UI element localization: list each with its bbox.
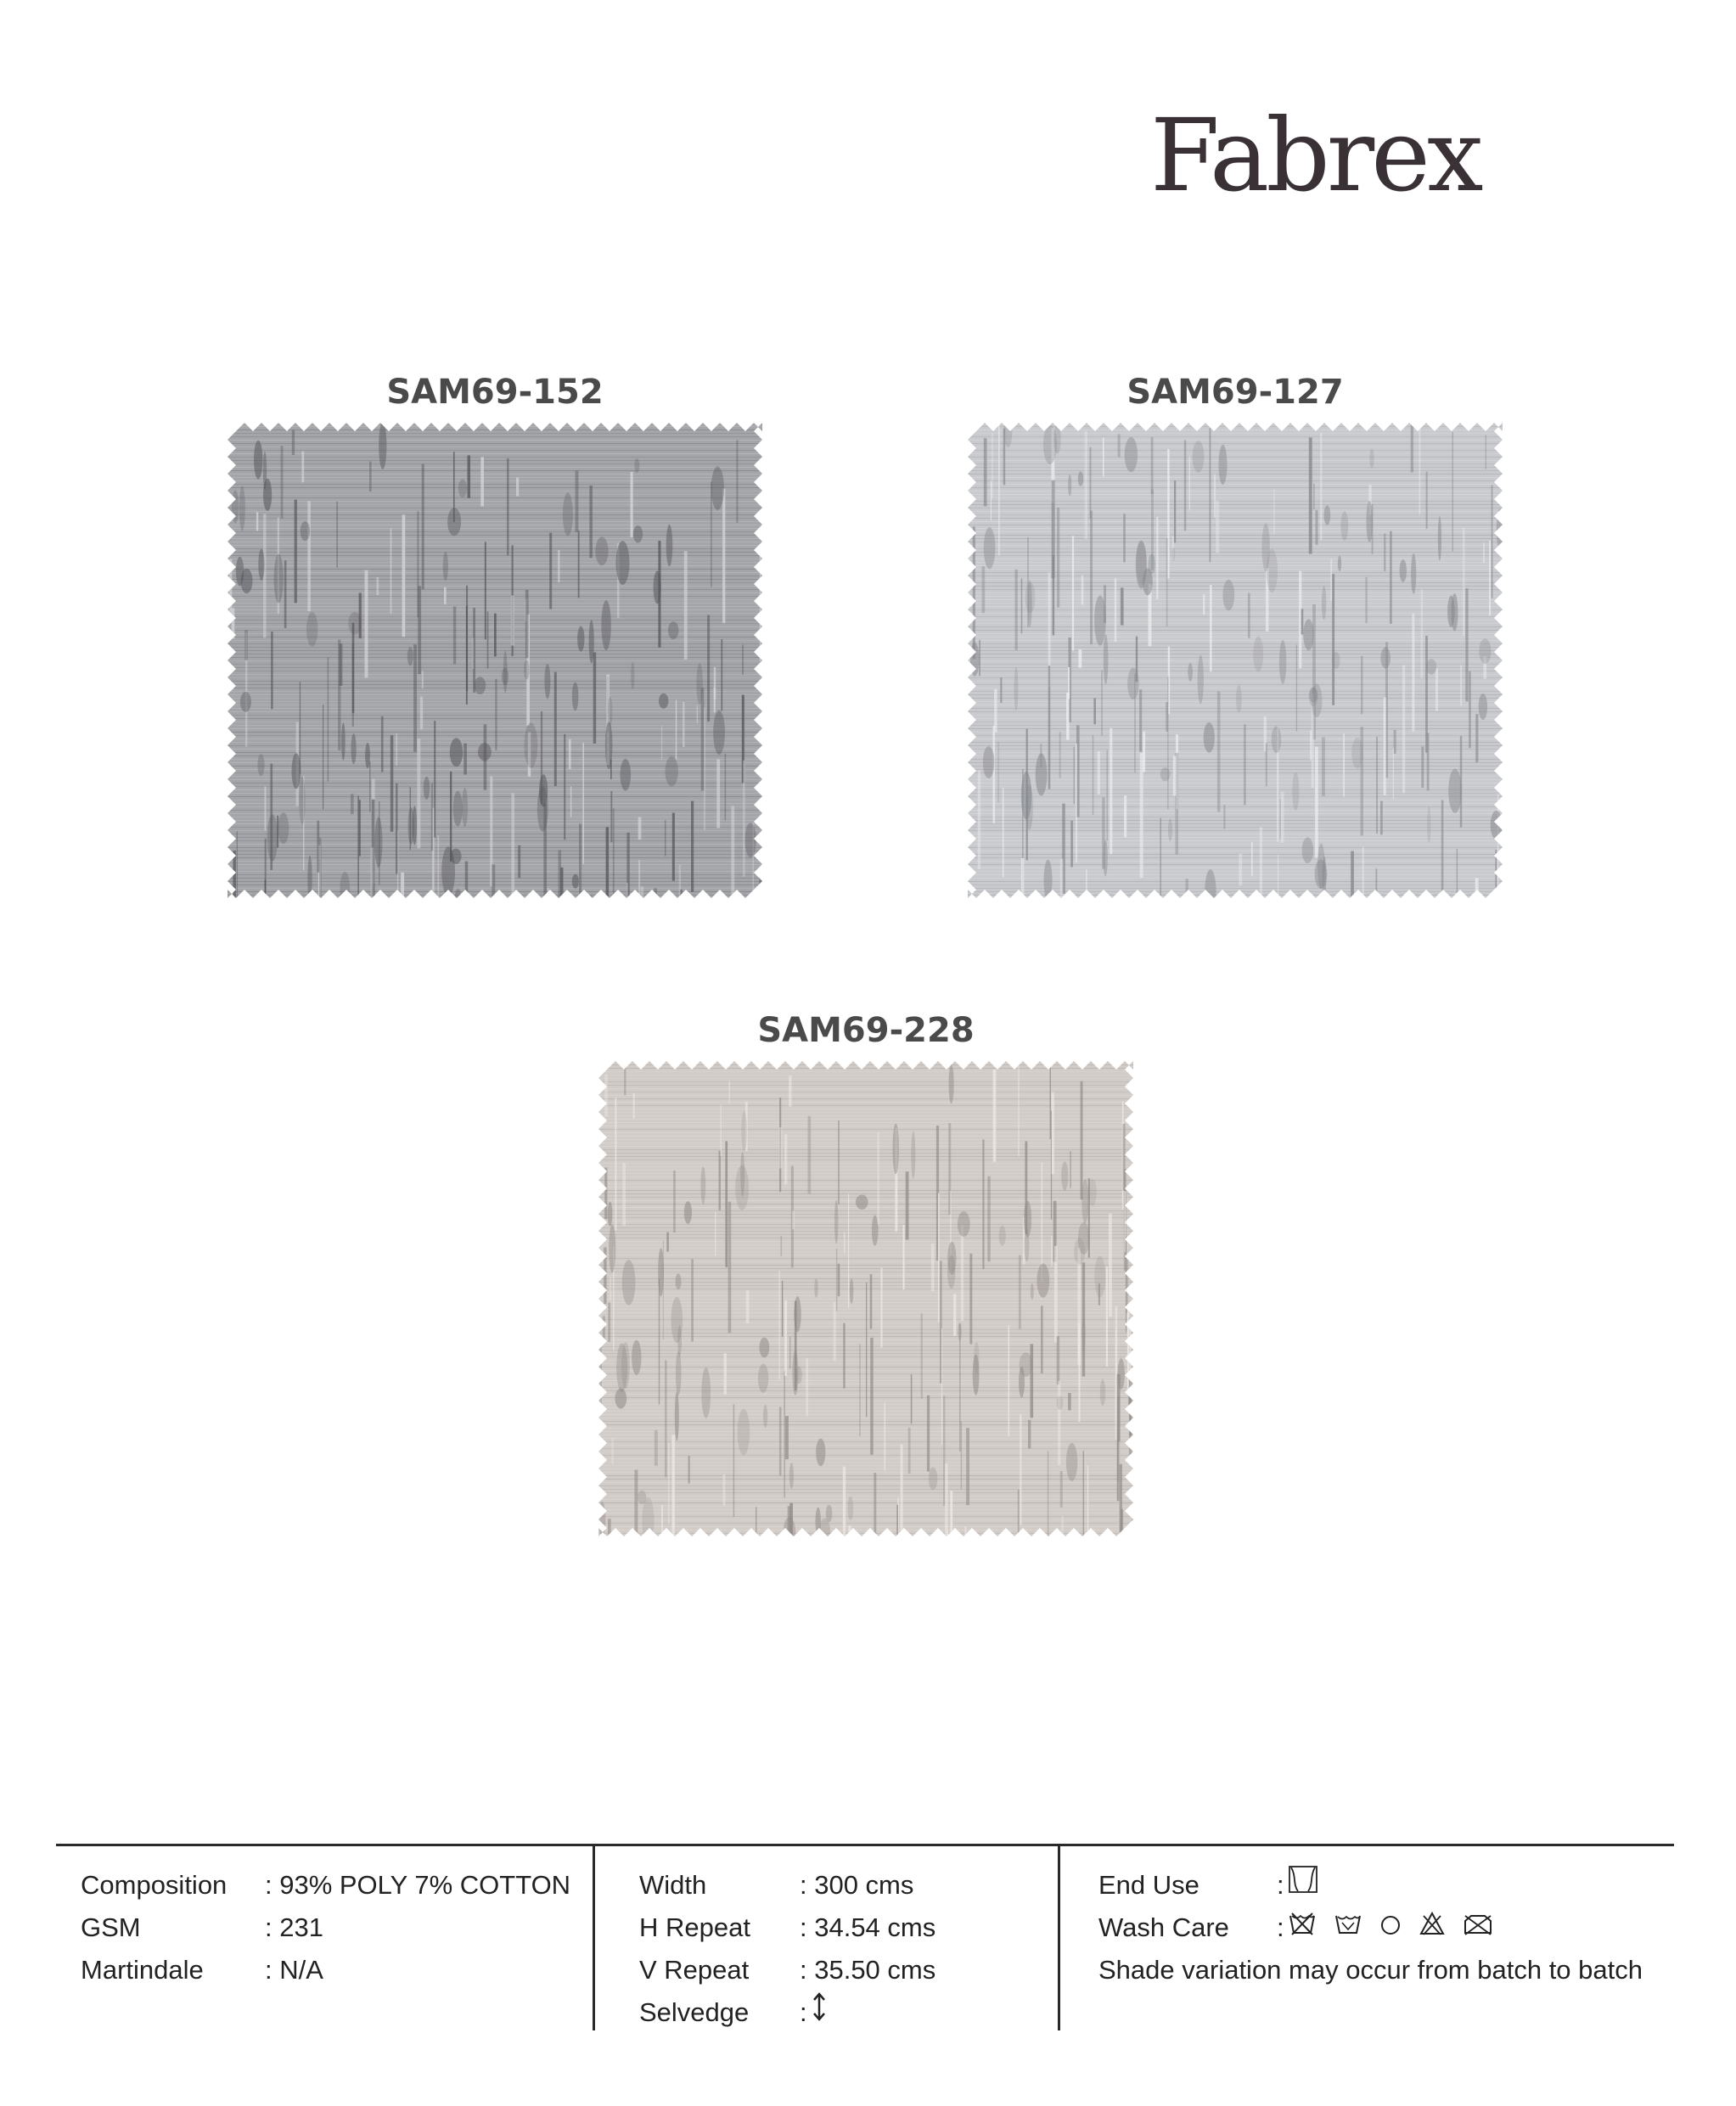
v-repeat-value: : 35.50 cms [800, 1955, 936, 1985]
h-repeat-label: H Repeat [639, 1912, 750, 1942]
fabric-swatch-image [228, 423, 762, 898]
width-label: Width [639, 1870, 707, 1900]
selvedge-value: : [800, 1997, 807, 2027]
end-use-label: End Use [1098, 1870, 1199, 1900]
do-not-wash-icon [1288, 1907, 1317, 1949]
shade-variation-note: Shade variation may occur from batch to batch [1098, 1955, 1643, 1985]
composition-value: : 93% POLY 7% COTTON [265, 1870, 571, 1900]
wash-care-label: Wash Care [1098, 1912, 1229, 1942]
h-repeat-value: : 34.54 cms [800, 1912, 936, 1942]
spec-column-usage [1098, 1864, 1643, 1991]
end-use-value: : [1277, 1870, 1284, 1900]
swatch-code: SAM69-152 [386, 373, 604, 412]
spec-divider [56, 1844, 1674, 1846]
v-repeat-label: V Repeat [639, 1955, 750, 1985]
swatch-code: SAM69-228 [757, 1011, 975, 1050]
hand-wash-icon [1334, 1907, 1362, 1949]
gsm-value: : 231 [265, 1912, 323, 1942]
spec-column-dimensions [639, 1864, 935, 2034]
martindale-label: Martindale [81, 1955, 204, 1985]
wash-care-value: : [1277, 1912, 1284, 1942]
swatch-card [223, 370, 767, 898]
spec-column-material [81, 1864, 570, 1991]
do-not-tumble-dry-icon [1463, 1907, 1493, 1949]
dry-clean-icon [1379, 1907, 1402, 1949]
column-divider [593, 1845, 595, 2030]
vertical-double-arrow-icon [812, 1991, 826, 2034]
martindale-value: : N/A [265, 1955, 323, 1985]
do-not-bleach-icon [1419, 1907, 1446, 1949]
swatch-card [594, 1008, 1138, 1536]
swatch-card [964, 370, 1507, 898]
fabric-swatch-image [968, 423, 1503, 898]
curtain-icon [1288, 1864, 1318, 1907]
selvedge-label: Selvedge [639, 1997, 750, 2027]
fabric-swatch-image [598, 1061, 1133, 1536]
column-divider [1058, 1845, 1060, 2030]
brand-logo: Fabrex [1150, 97, 1480, 214]
gsm-label: GSM [81, 1912, 141, 1942]
swatch-code: SAM69-127 [1126, 373, 1344, 412]
width-value: : 300 cms [800, 1870, 914, 1900]
composition-label: Composition [81, 1870, 228, 1900]
